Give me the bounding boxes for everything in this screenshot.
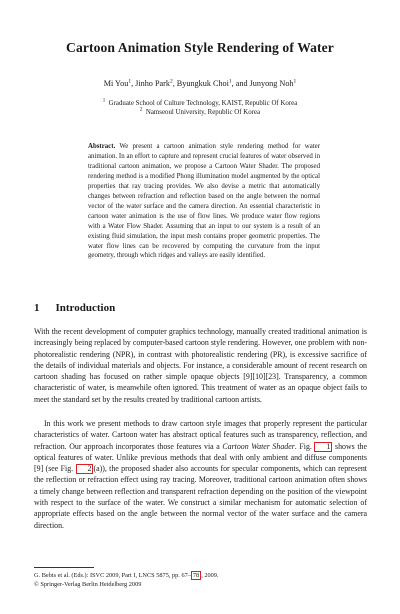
citation-text: , 2009. <box>201 572 219 579</box>
section-title: Introduction <box>55 302 116 314</box>
section-number: 1 <box>34 302 40 314</box>
emphasis-text: Cartoon Water Shader <box>222 441 295 451</box>
author-name: Jinho Park <box>135 79 170 88</box>
paragraph-text: In this work we present methods to draw cartoon style images that properly represent the particular characteristics of water. Cartoon water has abstract optical features such as transparency, reflection, and refraction. Our approach incorporates those features via a <box>34 419 367 451</box>
page-link[interactable]: 78 <box>192 572 200 579</box>
author-list: Mi You$^1$, Jinho Park$^2$, Byungkuk Choi$^1$, and Junyong Noh$^1$ <box>103 78 297 88</box>
author-affil-mark: 2 <box>169 78 173 85</box>
affiliation-mark: 2 <box>139 107 143 113</box>
citation-text: G. Bebis et al. (Eds.): ISVC 2009, Part I, LNCS 5875, pp. 67– <box>34 572 191 579</box>
figure-link[interactable]: 2 <box>76 464 94 474</box>
abstract-text: We present a cartoon animation style rendering method for water animation. In an effort to capture and represent crucial features of water observed in traditional cartoon animation, we propose a Cartoon Water Shader. The proposed rendering method is a modified Phong illumination model augmented by the optical properties that ray tracing provides. We also devise a metric that automatically changes between refraction and reflection based on the angle between the normal vector of the water surface and the camera direction. An essential characteristic in cartoon water animation is the use of flow lines. We produce water flow regions with a Water Flow Shader. Assuming that an input to our system is a result of an existing fluid simulation, the input mesh contains proper geometric properties. The water flow lines can be recovered by computing the curvature from the input geometry, through which ridges and valleys are easily identified. <box>88 143 320 260</box>
author-affil-mark: 1 <box>128 78 132 85</box>
author-conjunction: and <box>235 79 248 88</box>
affiliation <box>0 108 400 117</box>
affiliation-mark: 1 <box>102 98 106 104</box>
abstract-label: Abstract. <box>88 143 116 150</box>
author-affil-mark: 1 <box>293 78 297 85</box>
citation-line <box>34 572 367 581</box>
abstract <box>88 142 320 261</box>
author-name: Mi You <box>103 79 129 88</box>
intro-paragraph-2 <box>34 418 367 531</box>
affiliation-text: Namseoul University, Republic Of Korea <box>145 109 261 116</box>
paragraph-text: (a)), the proposed shader also accounts for specular components, which can represent the reflection or refraction effect using ray tracing. Moreover, traditional cartoon animation often shows a timely change between reflection and transparent refraction depending on the position of the viewpoint with respect to the surface of the water. We construct a similar mechanism for automatic selection of appropriate effects based on the angle between the normal vector of the water surface and the camera direction. <box>34 464 368 530</box>
author-name: Junyong Noh <box>249 79 294 88</box>
paper-title: Cartoon Animation Style Rendering of Water <box>66 40 334 55</box>
intro-paragraph-1: With the recent development of computer graphics technology, manually created traditional animation is increasingly being replaced by computer-based cartoon style rendering. However, one problem with non-photorealistic rendering (NPR), in contrast with photorealistic rendering (PR), is excessive sacrifice of the details of individual materials and objects. For instance, a considerable amount of recent research on cartoon shading has focused on rather simple opaque objects [9][10][23]. Transparency, a common characteristic of water, is meanwhile often ignored. This treatment of water as an opaque object fails to meet the standard set by the results created by traditional cartoon artists. <box>34 327 367 404</box>
copyright-line: © Springer-Verlag Berlin Heidelberg 2009 <box>34 580 142 588</box>
paragraph-text: . Fig. <box>294 441 315 451</box>
author-name: Byungkuk Choi <box>176 79 229 88</box>
footer <box>34 572 367 589</box>
affiliation-text: Graduate School of Culture Technology, KAIST, Republic Of Korea <box>108 100 298 107</box>
footer-rule <box>34 567 94 568</box>
paragraph-text: shows the optical features of water. Unlike previous methods that deal with only ambient and diffuse components [9] (see Fig. <box>34 441 367 474</box>
author-affil-mark: 1 <box>228 78 232 85</box>
section-heading <box>34 302 115 314</box>
figure-link[interactable]: 1 <box>314 442 332 452</box>
affiliation <box>0 99 400 108</box>
